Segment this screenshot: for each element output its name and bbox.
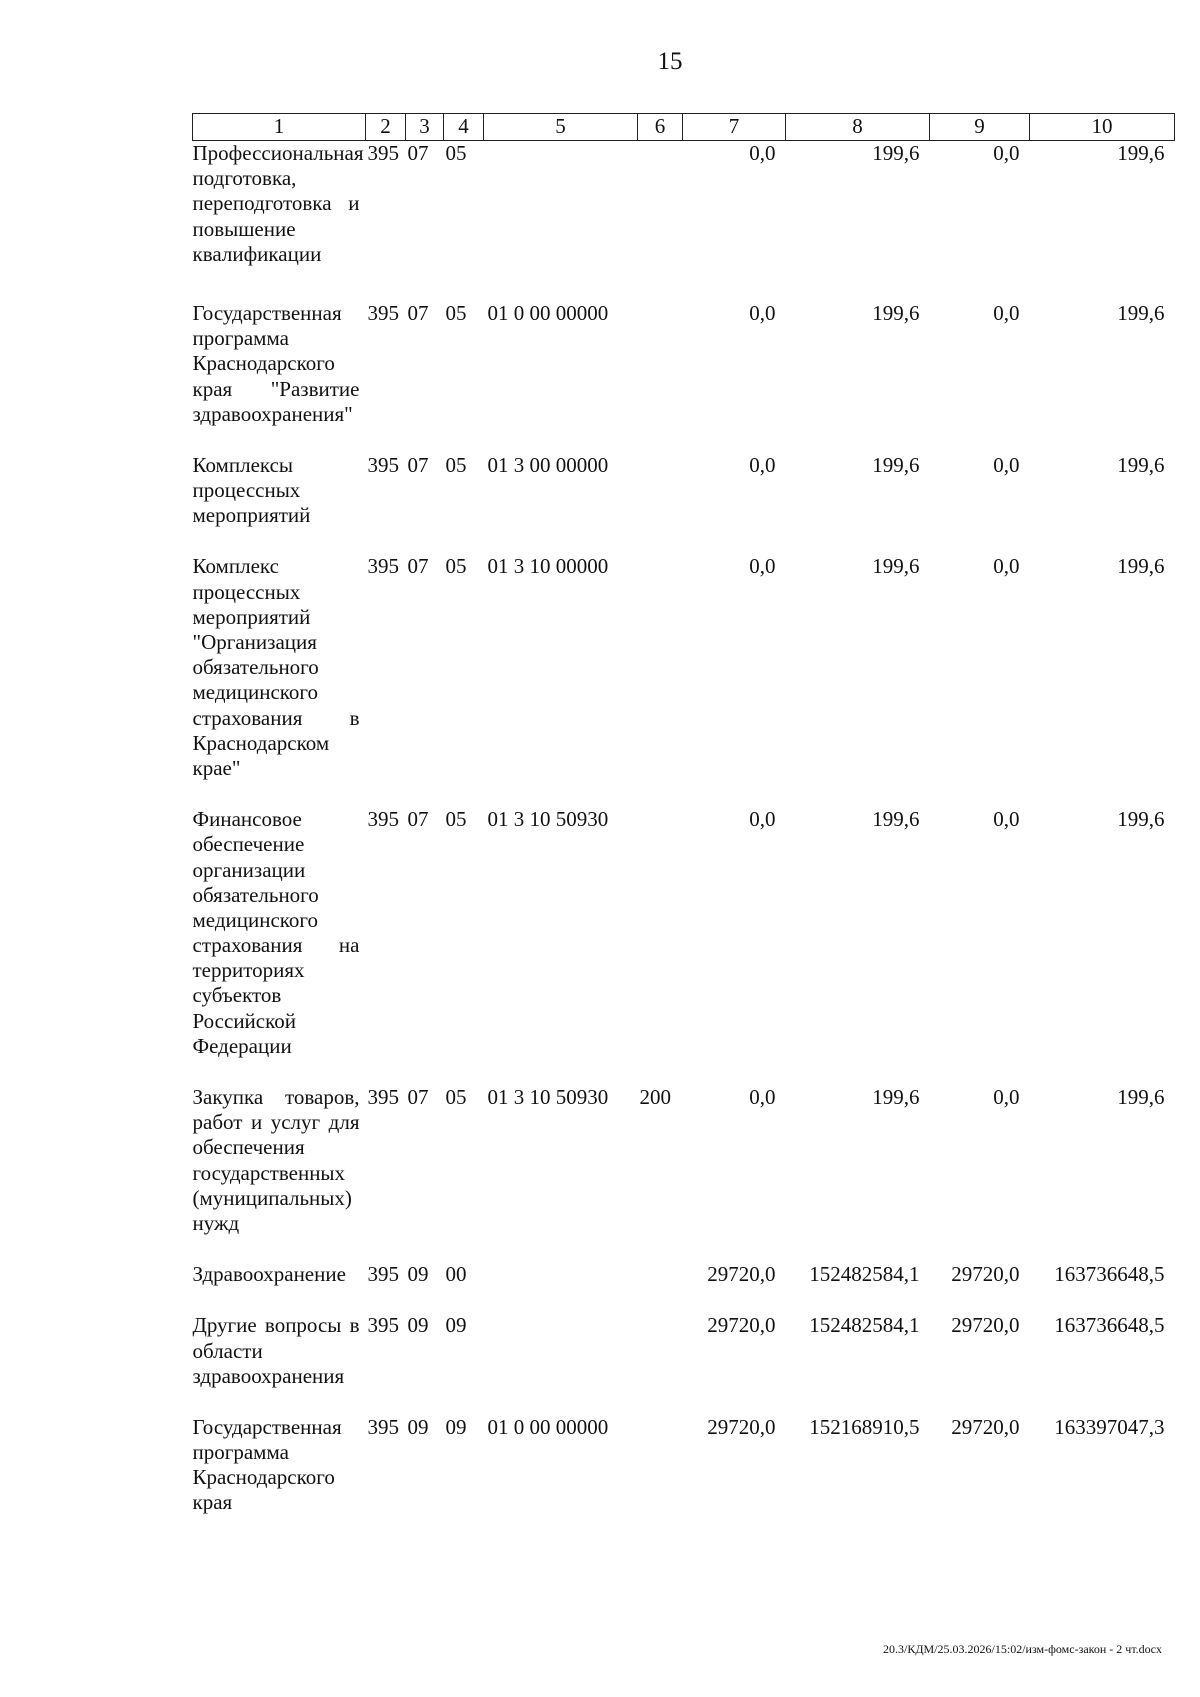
table-row xyxy=(193,554,1175,807)
row-cell-c8: 199,6 xyxy=(872,1085,920,1109)
header-cell: 2 xyxy=(366,114,406,141)
row-cell-c7: 0,0 xyxy=(749,300,776,325)
row-cell-c7: 29720,0 xyxy=(707,1262,776,1287)
row-cell-c4: 05 xyxy=(445,300,467,325)
row-cell-c10: 199,6 xyxy=(1117,141,1165,165)
row-cell-c6 xyxy=(638,141,683,301)
row-name-cell: Государственная программа Краснодарского края "Развитие здравоохранения" xyxy=(192,300,360,426)
table-row xyxy=(193,301,1175,453)
row-cell-c5: 01 0 00 00000 xyxy=(487,300,609,325)
header-row xyxy=(193,114,1175,141)
row-cell-c9: 0,0 xyxy=(993,1085,1020,1109)
row-cell-c2: 395 xyxy=(367,554,399,579)
table-row xyxy=(193,453,1175,555)
row-cell-c4: 09 xyxy=(445,1414,467,1439)
row-cell-c3: 07 xyxy=(407,452,429,477)
row-cell-c6 xyxy=(638,1262,683,1313)
row-cell-c3: 07 xyxy=(407,300,429,325)
row-cell-c4: 05 xyxy=(445,452,467,477)
page-number: 15 xyxy=(657,48,683,75)
row-cell-c7: 0,0 xyxy=(749,554,776,579)
header-cell: 1 xyxy=(193,114,366,141)
row-cell-c5 xyxy=(484,141,638,301)
row-cell-c3: 09 xyxy=(407,1414,429,1439)
row-cell-c3: 09 xyxy=(407,1313,429,1338)
row-cell-c7: 0,0 xyxy=(749,807,776,832)
row-cell-c7: 0,0 xyxy=(749,141,776,165)
row-cell-c5 xyxy=(484,1313,638,1415)
row-cell-c6 xyxy=(638,453,683,555)
row-cell-c7: 0,0 xyxy=(749,452,776,477)
row-name-cell: Профессиональная подготовка, переподготовка и повышение квалификации xyxy=(192,141,364,266)
row-cell-c10: 163397047,3 xyxy=(1054,1414,1165,1439)
table-row xyxy=(193,141,1175,301)
row-cell-c2: 395 xyxy=(367,452,399,477)
row-cell-c5: 01 3 10 50930 xyxy=(487,1085,609,1109)
header-cell: 6 xyxy=(638,114,683,141)
row-cell-c9: 0,0 xyxy=(993,807,1020,832)
row-cell-c10: 199,6 xyxy=(1117,452,1165,477)
row-cell-c3: 07 xyxy=(407,554,429,579)
row-cell-c7: 29720,0 xyxy=(707,1313,776,1338)
row-cell-c3: 07 xyxy=(407,1085,429,1109)
row-cell-c3: 07 xyxy=(407,141,429,165)
row-cell-c5 xyxy=(484,1262,638,1313)
row-cell-c2: 395 xyxy=(367,141,399,165)
row-cell-c9: 29720,0 xyxy=(951,1414,1020,1439)
row-cell-c8: 199,6 xyxy=(872,141,920,165)
row-cell-c4: 05 xyxy=(445,807,467,832)
row-cell-c6 xyxy=(638,1415,683,1516)
row-cell-c10: 199,6 xyxy=(1117,554,1165,579)
row-cell-c8: 199,6 xyxy=(872,452,920,477)
row-name-cell: Комплексы процессных мероприятий xyxy=(192,452,311,528)
row-cell-c8: 152482584,1 xyxy=(809,1262,920,1287)
row-name-cell: Комплекс процессных мероприятий "Организация обязательного медицинского страхования в Краснодарском крае" xyxy=(192,554,360,780)
row-cell-c9: 29720,0 xyxy=(951,1262,1020,1287)
row-cell-c9: 0,0 xyxy=(993,300,1020,325)
row-name-cell: Закупка товаров, работ и услуг для обеспечения государственных (муниципальных) нужд xyxy=(192,1085,360,1235)
row-name-cell: Другие вопросы в области здравоохранения xyxy=(192,1313,360,1388)
row-cell-c10: 199,6 xyxy=(1117,300,1165,325)
row-cell-c7: 0,0 xyxy=(749,1085,776,1109)
row-cell-c8: 152168910,5 xyxy=(809,1414,920,1439)
row-cell-c8: 199,6 xyxy=(872,300,920,325)
row-cell-c9: 29720,0 xyxy=(951,1313,1020,1338)
document-footer: 20.3/КДМ/25.03.2026/15:02/изм-фомс-закон - 2 чт.docx xyxy=(883,1642,1162,1656)
header-cell: 9 xyxy=(930,114,1030,141)
row-cell-c4: 05 xyxy=(445,1085,467,1109)
row-cell-c6 xyxy=(638,1313,683,1415)
row-cell-c10: 163736648,5 xyxy=(1054,1262,1165,1287)
header-cell: 5 xyxy=(484,114,638,141)
row-cell-c2: 395 xyxy=(367,1313,399,1338)
table-row xyxy=(193,1415,1175,1516)
row-cell-c10: 199,6 xyxy=(1117,807,1165,832)
row-cell-c6 xyxy=(638,807,683,1085)
row-cell-c3: 09 xyxy=(407,1262,429,1287)
row-cell-c6: 200 xyxy=(639,1085,671,1109)
row-cell-c7: 29720,0 xyxy=(707,1414,776,1439)
row-cell-c3: 07 xyxy=(407,807,429,832)
row-cell-c2: 395 xyxy=(367,1085,399,1109)
header-cell: 7 xyxy=(683,114,786,141)
row-cell-c6 xyxy=(638,554,683,807)
row-cell-c8: 199,6 xyxy=(872,807,920,832)
row-cell-c8: 199,6 xyxy=(872,554,920,579)
header-cell: 4 xyxy=(444,114,484,141)
row-cell-c2: 395 xyxy=(367,807,399,832)
table-row xyxy=(193,1262,1175,1313)
row-cell-c10: 199,6 xyxy=(1117,1085,1165,1109)
row-cell-c5: 01 3 00 00000 xyxy=(487,452,609,477)
row-cell-c2: 395 xyxy=(367,1414,399,1439)
row-cell-c8: 152482584,1 xyxy=(809,1313,920,1338)
table-row xyxy=(193,1313,1175,1415)
row-cell-c9: 0,0 xyxy=(993,554,1020,579)
row-cell-c10: 163736648,5 xyxy=(1054,1313,1165,1338)
table-row xyxy=(193,807,1175,1085)
row-name-cell: Здравоохранение xyxy=(192,1262,346,1287)
row-cell-c5: 01 3 10 00000 xyxy=(487,554,609,579)
row-cell-c4: 09 xyxy=(445,1313,467,1338)
header-cell: 8 xyxy=(786,114,930,141)
row-cell-c5: 01 3 10 50930 xyxy=(487,807,609,832)
row-cell-c4: 05 xyxy=(445,554,467,579)
row-cell-c2: 395 xyxy=(367,1262,399,1287)
row-cell-c5: 01 0 00 00000 xyxy=(487,1414,609,1439)
row-cell-c2: 395 xyxy=(367,300,399,325)
row-cell-c9: 0,0 xyxy=(993,141,1020,165)
row-cell-c9: 0,0 xyxy=(993,452,1020,477)
row-cell-c4: 05 xyxy=(445,141,467,165)
budget-table xyxy=(192,113,1175,1516)
row-name-cell: Финансовое обеспечение организации обязательного медицинского страхования на территориях субъектов Российской Федерации xyxy=(192,807,360,1058)
row-name-cell: Государственная программа Краснодарского края xyxy=(192,1414,342,1515)
row-cell-c4: 00 xyxy=(445,1262,467,1287)
row-cell-c6 xyxy=(638,301,683,453)
table-row xyxy=(193,1085,1175,1262)
header-cell: 3 xyxy=(406,114,444,141)
header-cell: 10 xyxy=(1030,114,1175,141)
